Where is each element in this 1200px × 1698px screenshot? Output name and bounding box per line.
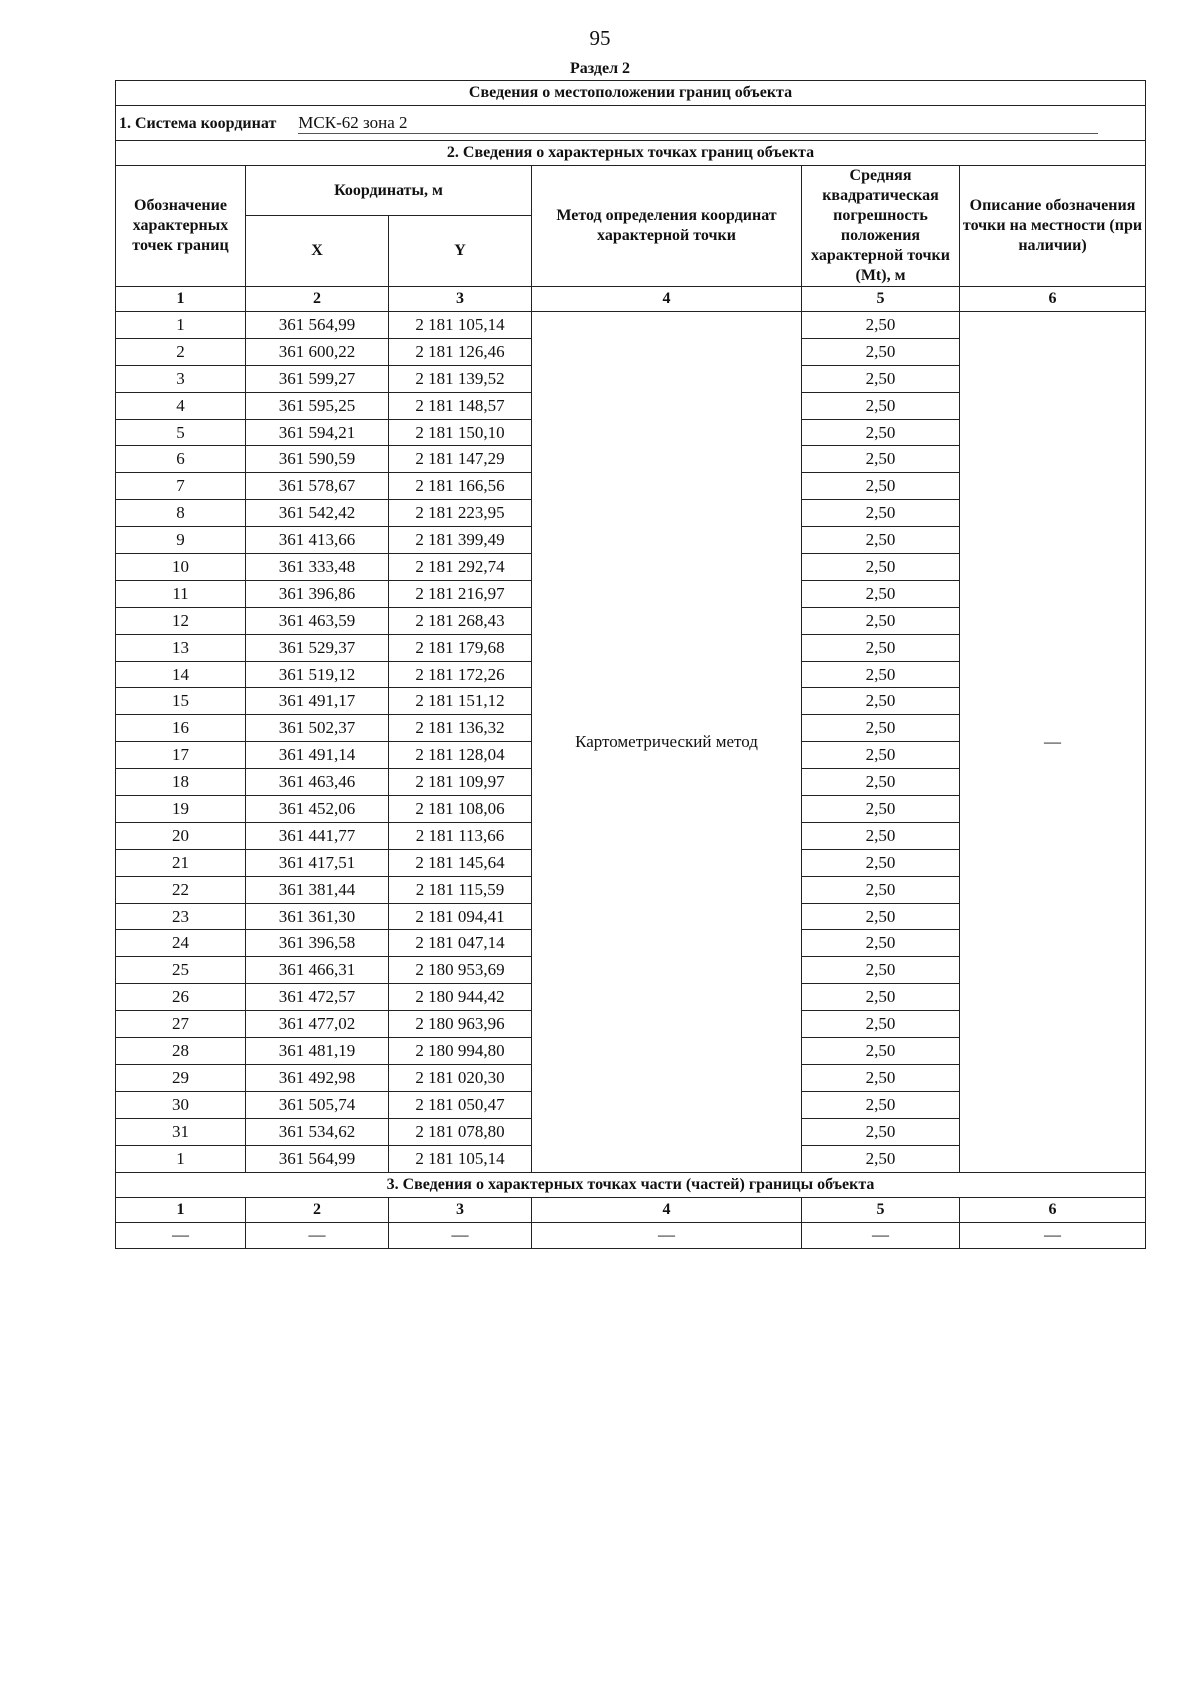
point-y: 2 181 145,64 <box>389 849 532 876</box>
point-accuracy: 2,50 <box>802 1038 960 1065</box>
header-method: Метод определения координат характерной точки <box>532 166 802 287</box>
point-accuracy: 2,50 <box>802 1145 960 1172</box>
point-x: 361 519,12 <box>246 661 389 688</box>
point-x: 361 600,22 <box>246 338 389 365</box>
point-accuracy: 2,50 <box>802 1118 960 1145</box>
point-accuracy: 2,50 <box>802 688 960 715</box>
point-y: 2 181 094,41 <box>389 903 532 930</box>
point-accuracy: 2,50 <box>802 634 960 661</box>
point-accuracy: 2,50 <box>802 580 960 607</box>
point-accuracy: 2,50 <box>802 661 960 688</box>
parts-cell: — <box>116 1222 246 1249</box>
point-y: 2 181 268,43 <box>389 607 532 634</box>
point-number: 31 <box>116 1118 246 1145</box>
point-y: 2 181 139,52 <box>389 365 532 392</box>
point-x: 361 452,06 <box>246 796 389 823</box>
header-description: Описание обозначения точки на местности (при наличии) <box>960 166 1146 287</box>
column-number: 5 <box>802 287 960 312</box>
point-x: 361 502,37 <box>246 715 389 742</box>
column-number: 3 <box>389 1197 532 1222</box>
point-x: 361 529,37 <box>246 634 389 661</box>
point-number: 18 <box>116 769 246 796</box>
point-accuracy: 2,50 <box>802 365 960 392</box>
coordinate-system-value: МСК-62 зона 2 <box>298 113 1098 134</box>
section-label: Раздел 2 <box>569 60 631 77</box>
parts-section-title: 3. Сведения о характерных точках части (частей) границы объекта <box>116 1172 1146 1197</box>
point-number: 5 <box>116 419 246 446</box>
point-number: 27 <box>116 1011 246 1038</box>
point-y: 2 181 151,12 <box>389 688 532 715</box>
point-number: 9 <box>116 527 246 554</box>
point-number: 26 <box>116 984 246 1011</box>
point-accuracy: 2,50 <box>802 446 960 473</box>
boundary-table <box>115 80 1146 1249</box>
header-coordinates: Координаты, м <box>246 166 532 216</box>
point-y: 2 181 179,68 <box>389 634 532 661</box>
point-x: 361 564,99 <box>246 312 389 339</box>
column-number: 3 <box>389 287 532 312</box>
column-number: 1 <box>116 1197 246 1222</box>
point-accuracy: 2,50 <box>802 1064 960 1091</box>
point-y: 2 181 126,46 <box>389 338 532 365</box>
point-x: 361 477,02 <box>246 1011 389 1038</box>
coordinate-system-label: 1. Система координат <box>119 114 277 132</box>
point-y: 2 181 399,49 <box>389 527 532 554</box>
point-y: 2 180 953,69 <box>389 957 532 984</box>
point-x: 361 396,86 <box>246 580 389 607</box>
point-accuracy: 2,50 <box>802 1011 960 1038</box>
point-accuracy: 2,50 <box>802 715 960 742</box>
point-y: 2 181 109,97 <box>389 769 532 796</box>
point-x: 361 441,77 <box>246 822 389 849</box>
point-number: 8 <box>116 500 246 527</box>
point-x: 361 333,48 <box>246 554 389 581</box>
point-y: 2 180 944,42 <box>389 984 532 1011</box>
point-accuracy: 2,50 <box>802 742 960 769</box>
point-x: 361 595,25 <box>246 392 389 419</box>
point-y: 2 181 020,30 <box>389 1064 532 1091</box>
point-x: 361 505,74 <box>246 1091 389 1118</box>
point-number: 14 <box>116 661 246 688</box>
point-y: 2 181 105,14 <box>389 312 532 339</box>
point-accuracy: 2,50 <box>802 849 960 876</box>
column-number: 6 <box>960 1197 1146 1222</box>
point-number: 25 <box>116 957 246 984</box>
point-y: 2 181 105,14 <box>389 1145 532 1172</box>
point-y: 2 181 150,10 <box>389 419 532 446</box>
point-number: 10 <box>116 554 246 581</box>
point-y: 2 181 216,97 <box>389 580 532 607</box>
point-x: 361 381,44 <box>246 876 389 903</box>
column-number: 1 <box>116 287 246 312</box>
column-number: 2 <box>246 287 389 312</box>
point-y: 2 181 223,95 <box>389 500 532 527</box>
point-y: 2 181 166,56 <box>389 473 532 500</box>
method-cell: Картометрический метод <box>532 312 802 1173</box>
point-accuracy: 2,50 <box>802 796 960 823</box>
point-x: 361 590,59 <box>246 446 389 473</box>
point-x: 361 599,27 <box>246 365 389 392</box>
point-x: 361 396,58 <box>246 930 389 957</box>
point-number: 28 <box>116 1038 246 1065</box>
document-title: Сведения о местоположении границ объекта <box>116 81 1146 106</box>
page-number: 95 <box>589 26 611 50</box>
point-y: 2 181 047,14 <box>389 930 532 957</box>
column-number: 2 <box>246 1197 389 1222</box>
point-number: 24 <box>116 930 246 957</box>
point-accuracy: 2,50 <box>802 473 960 500</box>
points-section-title: 2. Сведения о характерных точках границ объекта <box>116 141 1146 166</box>
point-number: 23 <box>116 903 246 930</box>
point-accuracy: 2,50 <box>802 500 960 527</box>
point-number: 11 <box>116 580 246 607</box>
point-accuracy: 2,50 <box>802 338 960 365</box>
header-x: X <box>246 216 389 287</box>
point-number: 21 <box>116 849 246 876</box>
column-number: 6 <box>960 287 1146 312</box>
point-y: 2 181 172,26 <box>389 661 532 688</box>
parts-cell: — <box>389 1222 532 1249</box>
header-accuracy: Средняя квадратическая погрешность положения характерной точки (Mt), м <box>802 166 960 287</box>
point-accuracy: 2,50 <box>802 984 960 1011</box>
point-y: 2 180 994,80 <box>389 1038 532 1065</box>
point-number: 22 <box>116 876 246 903</box>
point-y: 2 181 148,57 <box>389 392 532 419</box>
point-x: 361 463,59 <box>246 607 389 634</box>
point-y: 2 181 115,59 <box>389 876 532 903</box>
point-number: 12 <box>116 607 246 634</box>
point-x: 361 413,66 <box>246 527 389 554</box>
point-x: 361 491,17 <box>246 688 389 715</box>
point-number: 2 <box>116 338 246 365</box>
point-accuracy: 2,50 <box>802 1091 960 1118</box>
point-y: 2 181 292,74 <box>389 554 532 581</box>
boundary-document <box>115 80 1145 1249</box>
point-accuracy: 2,50 <box>802 903 960 930</box>
header-point-designation: Обозначение характерных точек границ <box>116 166 246 287</box>
point-number: 13 <box>116 634 246 661</box>
point-number: 1 <box>116 1145 246 1172</box>
point-number: 15 <box>116 688 246 715</box>
point-y: 2 181 136,32 <box>389 715 532 742</box>
point-x: 361 542,42 <box>246 500 389 527</box>
point-x: 361 492,98 <box>246 1064 389 1091</box>
point-y: 2 181 147,29 <box>389 446 532 473</box>
point-accuracy: 2,50 <box>802 312 960 339</box>
point-number: 7 <box>116 473 246 500</box>
point-accuracy: 2,50 <box>802 957 960 984</box>
point-x: 361 361,30 <box>246 903 389 930</box>
point-x: 361 578,67 <box>246 473 389 500</box>
column-number: 4 <box>532 1197 802 1222</box>
point-accuracy: 2,50 <box>802 527 960 554</box>
point-accuracy: 2,50 <box>802 607 960 634</box>
point-y: 2 181 128,04 <box>389 742 532 769</box>
point-x: 361 491,14 <box>246 742 389 769</box>
point-number: 3 <box>116 365 246 392</box>
point-x: 361 481,19 <box>246 1038 389 1065</box>
point-number: 20 <box>116 822 246 849</box>
point-accuracy: 2,50 <box>802 769 960 796</box>
description-cell: — <box>960 312 1146 1173</box>
point-accuracy: 2,50 <box>802 876 960 903</box>
point-number: 4 <box>116 392 246 419</box>
point-y: 2 181 078,80 <box>389 1118 532 1145</box>
parts-cell: — <box>246 1222 389 1249</box>
point-number: 17 <box>116 742 246 769</box>
point-number: 1 <box>116 312 246 339</box>
parts-cell: — <box>532 1222 802 1249</box>
point-x: 361 463,46 <box>246 769 389 796</box>
point-y: 2 181 050,47 <box>389 1091 532 1118</box>
point-accuracy: 2,50 <box>802 822 960 849</box>
point-x: 361 534,62 <box>246 1118 389 1145</box>
point-y: 2 181 113,66 <box>389 822 532 849</box>
point-x: 361 417,51 <box>246 849 389 876</box>
table-row <box>116 312 1146 339</box>
point-number: 6 <box>116 446 246 473</box>
point-accuracy: 2,50 <box>802 930 960 957</box>
column-number: 5 <box>802 1197 960 1222</box>
column-number: 4 <box>532 287 802 312</box>
point-y: 2 181 108,06 <box>389 796 532 823</box>
point-x: 361 594,21 <box>246 419 389 446</box>
point-number: 30 <box>116 1091 246 1118</box>
parts-cell: — <box>960 1222 1146 1249</box>
point-number: 16 <box>116 715 246 742</box>
point-number: 29 <box>116 1064 246 1091</box>
point-x: 361 466,31 <box>246 957 389 984</box>
header-y: Y <box>389 216 532 287</box>
point-number: 19 <box>116 796 246 823</box>
point-x: 361 564,99 <box>246 1145 389 1172</box>
point-accuracy: 2,50 <box>802 554 960 581</box>
coordinate-system-row <box>116 106 1146 141</box>
point-accuracy: 2,50 <box>802 392 960 419</box>
parts-cell: — <box>802 1222 960 1249</box>
point-x: 361 472,57 <box>246 984 389 1011</box>
point-y: 2 180 963,96 <box>389 1011 532 1038</box>
point-accuracy: 2,50 <box>802 419 960 446</box>
